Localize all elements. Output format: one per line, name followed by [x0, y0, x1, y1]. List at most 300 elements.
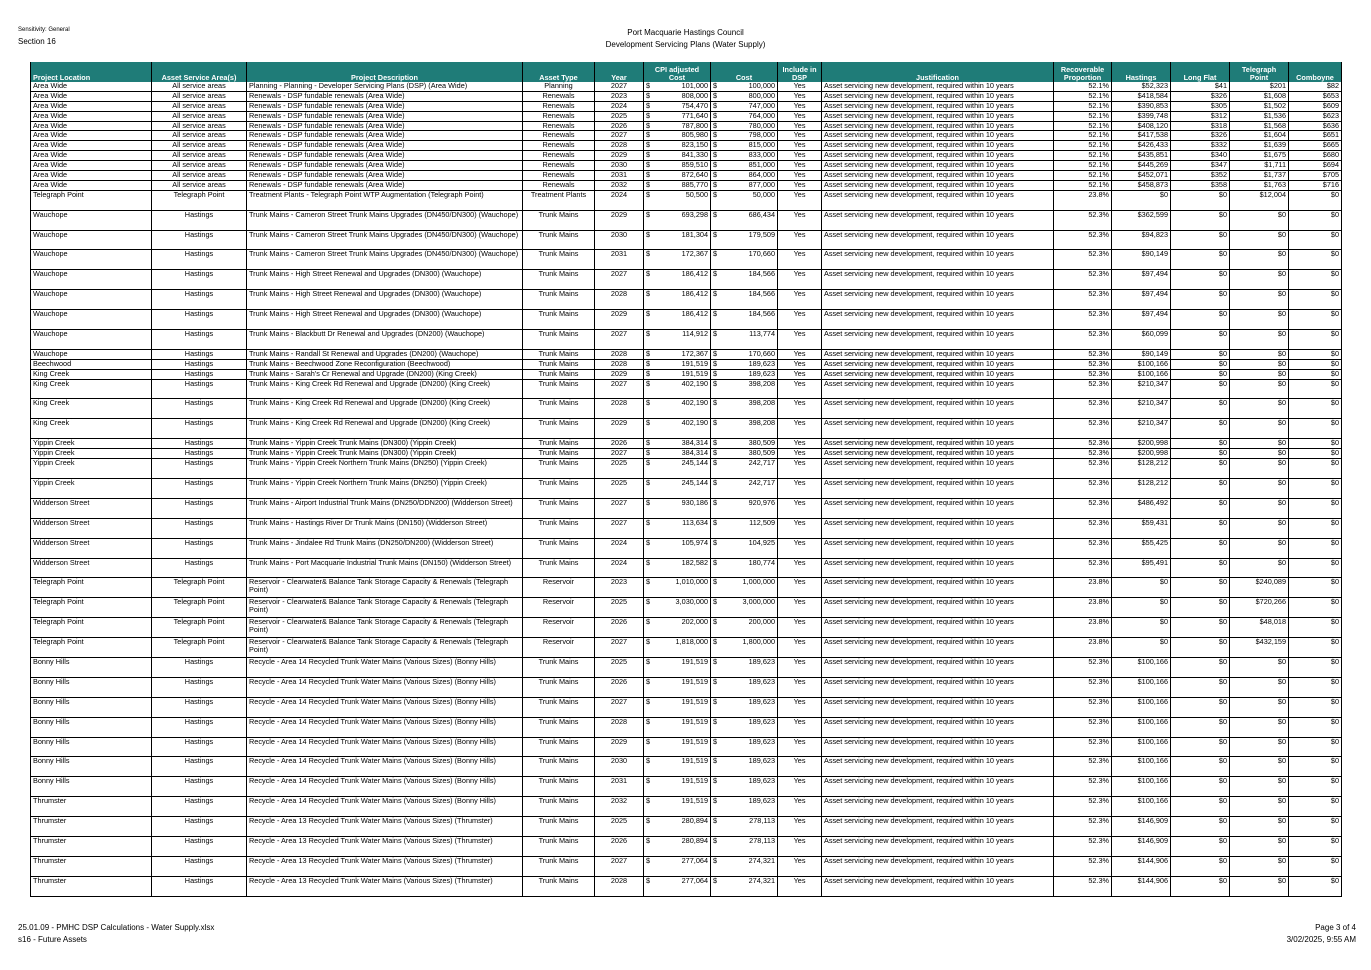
- include-dsp-cell: Yes: [778, 757, 822, 777]
- year-cell: 2031: [595, 250, 644, 270]
- telegraph-point-cell: $0: [1230, 836, 1289, 856]
- project-location-cell: King Creek: [31, 399, 152, 419]
- cost-cell: 113,774: [725, 330, 778, 350]
- service-area-cell: Hastings: [152, 677, 247, 697]
- include-dsp-cell: Yes: [778, 349, 822, 359]
- cpi-currency-cell: $: [644, 230, 658, 250]
- service-area-cell: Hastings: [152, 777, 247, 797]
- cost-cell: 189,623: [725, 369, 778, 379]
- cost-cell: 189,623: [725, 717, 778, 737]
- project-location-cell: Beechwood: [31, 359, 152, 369]
- comboyne-cell: $82: [1289, 82, 1342, 91]
- comboyne-cell: $0: [1289, 638, 1342, 658]
- cpi-currency-cell: $: [644, 518, 658, 538]
- service-area-cell: Hastings: [152, 210, 247, 230]
- recoverable-cell: 52.3%: [1054, 290, 1112, 310]
- recoverable-cell: 52.3%: [1054, 558, 1112, 578]
- project-location-cell: Wauchope: [31, 290, 152, 310]
- description-cell: Recycle - Area 13 Recycled Trunk Water Mains (Various Sizes) (Thrumster): [247, 836, 523, 856]
- justification-cell: Asset servicing new development, required within 10 years: [822, 310, 1054, 330]
- asset-type-cell: Renewals: [523, 131, 595, 141]
- justification-cell: Asset servicing new development, required within 10 years: [822, 449, 1054, 459]
- description-cell: Trunk Mains - High Street Renewal and Upgrades (DN300) (Wauchope): [247, 270, 523, 290]
- hastings-cell: $486,492: [1112, 498, 1171, 518]
- project-location-cell: Telegraph Point: [31, 618, 152, 638]
- asset-type-cell: Trunk Mains: [523, 856, 595, 876]
- cpi-cost-cell: 384,314: [658, 449, 711, 459]
- project-location-cell: Wauchope: [31, 230, 152, 250]
- cost-cell: 398,208: [725, 379, 778, 399]
- description-cell: Renewals - DSP fundable renewals (Area Wide): [247, 180, 523, 190]
- year-cell: 2025: [595, 459, 644, 479]
- year-cell: 2029: [595, 369, 644, 379]
- project-location-cell: Yippin Creek: [31, 449, 152, 459]
- cost-cell: 864,000: [725, 171, 778, 181]
- justification-cell: Asset servicing new development, required within 10 years: [822, 250, 1054, 270]
- telegraph-point-cell: $0: [1230, 717, 1289, 737]
- project-location-cell: Yippin Creek: [31, 459, 152, 479]
- description-cell: Treatment Plants - Telegraph Point WTP Augmentation (Telegraph Point): [247, 190, 523, 210]
- table-row: [31, 856, 1342, 876]
- col-cpi-line1: CPI adjusted: [654, 65, 700, 74]
- recoverable-cell: 52.3%: [1054, 876, 1112, 896]
- justification-cell: Asset servicing new development, required within 10 years: [822, 578, 1054, 598]
- cost-cell: 1,000,000: [725, 578, 778, 598]
- cost-cell: 800,000: [725, 91, 778, 101]
- asset-type-cell: Renewals: [523, 161, 595, 171]
- asset-type-cell: Trunk Mains: [523, 757, 595, 777]
- table-row: [31, 478, 1342, 498]
- telegraph-point-cell: $0: [1230, 697, 1289, 717]
- cpi-currency-cell: $: [644, 141, 658, 151]
- cost-currency-cell: $: [711, 657, 725, 677]
- description-cell: Renewals - DSP fundable renewals (Area Wide): [247, 161, 523, 171]
- long-flat-cell: $352: [1171, 171, 1230, 181]
- cost-currency-cell: $: [711, 856, 725, 876]
- cost-currency-cell: $: [711, 876, 725, 896]
- long-flat-cell: $0: [1171, 210, 1230, 230]
- table-row: [31, 777, 1342, 797]
- service-area-cell: All service areas: [152, 171, 247, 181]
- col-long-flat: Long Flat: [1171, 62, 1230, 82]
- asset-type-cell: Trunk Mains: [523, 498, 595, 518]
- hastings-cell: $100,166: [1112, 797, 1171, 817]
- long-flat-cell: $312: [1171, 111, 1230, 121]
- service-area-cell: All service areas: [152, 111, 247, 121]
- asset-type-cell: Renewals: [523, 141, 595, 151]
- recoverable-cell: 52.3%: [1054, 419, 1112, 439]
- telegraph-point-cell: $12,004: [1230, 190, 1289, 210]
- hastings-cell: $210,347: [1112, 379, 1171, 399]
- cost-currency-cell: $: [711, 230, 725, 250]
- service-area-cell: All service areas: [152, 121, 247, 131]
- description-cell: Renewals - DSP fundable renewals (Area Wide): [247, 171, 523, 181]
- asset-type-cell: Planning: [523, 82, 595, 91]
- cost-currency-cell: $: [711, 121, 725, 131]
- cpi-cost-cell: 693,298: [658, 210, 711, 230]
- cost-currency-cell: $: [711, 777, 725, 797]
- include-dsp-cell: Yes: [778, 449, 822, 459]
- project-location-cell: Yippin Creek: [31, 439, 152, 449]
- project-location-cell: Bonny Hills: [31, 737, 152, 757]
- asset-type-cell: Trunk Mains: [523, 797, 595, 817]
- year-cell: 2026: [595, 439, 644, 449]
- cpi-cost-cell: 191,519: [658, 369, 711, 379]
- justification-cell: Asset servicing new development, required within 10 years: [822, 171, 1054, 181]
- recoverable-cell: 52.3%: [1054, 379, 1112, 399]
- telegraph-point-cell: $1,675: [1230, 151, 1289, 161]
- service-area-cell: Telegraph Point: [152, 190, 247, 210]
- cpi-currency-cell: $: [644, 91, 658, 101]
- recoverable-cell: 52.3%: [1054, 836, 1112, 856]
- comboyne-cell: $0: [1289, 359, 1342, 369]
- service-area-cell: All service areas: [152, 82, 247, 91]
- asset-type-cell: Trunk Mains: [523, 836, 595, 856]
- justification-cell: Asset servicing new development, required within 10 years: [822, 101, 1054, 111]
- description-cell: Trunk Mains - Jindalee Rd Trunk Mains (DN250/DN200) (Widderson Street): [247, 538, 523, 558]
- cost-cell: 184,566: [725, 270, 778, 290]
- cpi-currency-cell: $: [644, 439, 658, 449]
- telegraph-point-cell: $0: [1230, 449, 1289, 459]
- long-flat-cell: $318: [1171, 121, 1230, 131]
- include-dsp-cell: Yes: [778, 161, 822, 171]
- asset-type-cell: Trunk Mains: [523, 677, 595, 697]
- comboyne-cell: $694: [1289, 161, 1342, 171]
- service-area-cell: Hastings: [152, 250, 247, 270]
- cpi-cost-cell: 105,974: [658, 538, 711, 558]
- col-telegraph-point: [1230, 62, 1289, 82]
- description-cell: Trunk Mains - King Creek Rd Renewal and Upgrade (DN200) (King Creek): [247, 399, 523, 419]
- long-flat-cell: $347: [1171, 161, 1230, 171]
- cpi-currency-cell: $: [644, 717, 658, 737]
- asset-type-cell: Reservoir: [523, 578, 595, 598]
- include-dsp-cell: Yes: [778, 101, 822, 111]
- cpi-currency-cell: $: [644, 777, 658, 797]
- comboyne-cell: $0: [1289, 538, 1342, 558]
- table-row: [31, 419, 1342, 439]
- telegraph-point-cell: $0: [1230, 558, 1289, 578]
- cpi-cost-cell: 841,330: [658, 151, 711, 161]
- cost-cell: 380,509: [725, 449, 778, 459]
- cpi-currency-cell: $: [644, 697, 658, 717]
- cpi-cost-cell: 402,190: [658, 379, 711, 399]
- cost-currency-cell: $: [711, 478, 725, 498]
- hastings-cell: $100,166: [1112, 359, 1171, 369]
- cpi-cost-cell: 1,010,000: [658, 578, 711, 598]
- hastings-cell: $210,347: [1112, 419, 1171, 439]
- footer-page-number: Page 3 of 4: [1315, 923, 1356, 932]
- recoverable-cell: 52.3%: [1054, 459, 1112, 479]
- asset-type-cell: Trunk Mains: [523, 717, 595, 737]
- recoverable-cell: 52.3%: [1054, 498, 1112, 518]
- cost-currency-cell: $: [711, 210, 725, 230]
- description-cell: Recycle - Area 13 Recycled Trunk Water Mains (Various Sizes) (Thrumster): [247, 876, 523, 896]
- include-dsp-cell: Yes: [778, 151, 822, 161]
- hastings-cell: $100,166: [1112, 777, 1171, 797]
- justification-cell: Asset servicing new development, required within 10 years: [822, 538, 1054, 558]
- table-row: [31, 131, 1342, 141]
- comboyne-cell: $705: [1289, 171, 1342, 181]
- include-dsp-cell: Yes: [778, 817, 822, 837]
- asset-type-cell: Trunk Mains: [523, 876, 595, 896]
- year-cell: 2025: [595, 657, 644, 677]
- telegraph-point-cell: $0: [1230, 349, 1289, 359]
- comboyne-cell: $0: [1289, 757, 1342, 777]
- service-area-cell: All service areas: [152, 91, 247, 101]
- cost-cell: 200,000: [725, 618, 778, 638]
- table-row: [31, 180, 1342, 190]
- year-cell: 2028: [595, 399, 644, 419]
- telegraph-point-cell: $0: [1230, 677, 1289, 697]
- cpi-cost-cell: 771,640: [658, 111, 711, 121]
- organization-name: Port Macquarie Hastings Council: [627, 28, 744, 37]
- hastings-cell: $97,494: [1112, 310, 1171, 330]
- comboyne-cell: $0: [1289, 836, 1342, 856]
- service-area-cell: Hastings: [152, 657, 247, 677]
- justification-cell: Asset servicing new development, required within 10 years: [822, 737, 1054, 757]
- telegraph-point-cell: $1,608: [1230, 91, 1289, 101]
- cost-currency-cell: $: [711, 578, 725, 598]
- cost-cell: 3,000,000: [725, 598, 778, 618]
- table-row: [31, 518, 1342, 538]
- col-recoverable-proportion: [1054, 62, 1112, 82]
- recoverable-cell: 23.8%: [1054, 190, 1112, 210]
- cpi-currency-cell: $: [644, 82, 658, 91]
- include-dsp-cell: Yes: [778, 618, 822, 638]
- include-dsp-cell: Yes: [778, 419, 822, 439]
- cpi-currency-cell: $: [644, 310, 658, 330]
- asset-type-cell: Trunk Mains: [523, 349, 595, 359]
- asset-type-cell: Trunk Mains: [523, 478, 595, 498]
- table-header-row: [31, 62, 1342, 82]
- cost-cell: 798,000: [725, 131, 778, 141]
- telegraph-point-cell: $0: [1230, 478, 1289, 498]
- recoverable-cell: 23.8%: [1054, 598, 1112, 618]
- year-cell: 2028: [595, 141, 644, 151]
- long-flat-cell: $0: [1171, 518, 1230, 538]
- year-cell: 2027: [595, 131, 644, 141]
- section-label: Section 16: [18, 37, 56, 46]
- comboyne-cell: $0: [1289, 379, 1342, 399]
- project-location-cell: Wauchope: [31, 349, 152, 359]
- description-cell: Recycle - Area 14 Recycled Trunk Water Mains (Various Sizes) (Bonny Hills): [247, 697, 523, 717]
- recoverable-cell: 52.1%: [1054, 111, 1112, 121]
- cost-cell: 815,000: [725, 141, 778, 151]
- service-area-cell: Telegraph Point: [152, 598, 247, 618]
- include-dsp-cell: Yes: [778, 836, 822, 856]
- description-cell: Renewals - DSP fundable renewals (Area Wide): [247, 131, 523, 141]
- cpi-cost-cell: 186,412: [658, 270, 711, 290]
- long-flat-cell: $0: [1171, 817, 1230, 837]
- telegraph-point-cell: $1,763: [1230, 180, 1289, 190]
- comboyne-cell: $0: [1289, 270, 1342, 290]
- comboyne-cell: $716: [1289, 180, 1342, 190]
- telegraph-point-cell: $0: [1230, 538, 1289, 558]
- description-cell: Reservoir - Clearwater& Balance Tank Storage Capacity & Renewals (Telegraph Point): [247, 578, 523, 598]
- comboyne-cell: $0: [1289, 210, 1342, 230]
- cpi-currency-cell: $: [644, 449, 658, 459]
- project-location-cell: Telegraph Point: [31, 190, 152, 210]
- table-row: [31, 558, 1342, 578]
- service-area-cell: Hastings: [152, 856, 247, 876]
- hastings-cell: $144,906: [1112, 856, 1171, 876]
- include-dsp-cell: Yes: [778, 82, 822, 91]
- cost-currency-cell: $: [711, 419, 725, 439]
- table-row: [31, 121, 1342, 131]
- long-flat-cell: $0: [1171, 836, 1230, 856]
- long-flat-cell: $0: [1171, 359, 1230, 369]
- cpi-cost-cell: 384,314: [658, 439, 711, 449]
- long-flat-cell: $0: [1171, 558, 1230, 578]
- table-row: [31, 618, 1342, 638]
- cost-currency-cell: $: [711, 817, 725, 837]
- cost-currency-cell: $: [711, 498, 725, 518]
- hastings-cell: $97,494: [1112, 270, 1171, 290]
- telegraph-point-cell: $432,159: [1230, 638, 1289, 658]
- cpi-currency-cell: $: [644, 498, 658, 518]
- project-location-cell: King Creek: [31, 419, 152, 439]
- service-area-cell: All service areas: [152, 131, 247, 141]
- recoverable-cell: 52.1%: [1054, 141, 1112, 151]
- table-row: [31, 290, 1342, 310]
- description-cell: Recycle - Area 14 Recycled Trunk Water Mains (Various Sizes) (Bonny Hills): [247, 677, 523, 697]
- project-location-cell: Yippin Creek: [31, 478, 152, 498]
- service-area-cell: Telegraph Point: [152, 638, 247, 658]
- cost-cell: 780,000: [725, 121, 778, 131]
- recoverable-cell: 52.3%: [1054, 677, 1112, 697]
- col-dsp-line2: DSP: [792, 73, 808, 82]
- cpi-cost-cell: 113,634: [658, 518, 711, 538]
- recoverable-cell: 52.3%: [1054, 817, 1112, 837]
- project-location-cell: Area Wide: [31, 141, 152, 151]
- year-cell: 2023: [595, 578, 644, 598]
- include-dsp-cell: Yes: [778, 876, 822, 896]
- cpi-currency-cell: $: [644, 250, 658, 270]
- cpi-cost-cell: 181,304: [658, 230, 711, 250]
- year-cell: 2026: [595, 618, 644, 638]
- include-dsp-cell: Yes: [778, 141, 822, 151]
- hastings-cell: $55,425: [1112, 538, 1171, 558]
- hastings-cell: $94,823: [1112, 230, 1171, 250]
- service-area-cell: Hastings: [152, 737, 247, 757]
- hastings-cell: $95,491: [1112, 558, 1171, 578]
- cost-currency-cell: $: [711, 439, 725, 449]
- asset-type-cell: Renewals: [523, 111, 595, 121]
- hastings-cell: $100,166: [1112, 657, 1171, 677]
- long-flat-cell: $0: [1171, 478, 1230, 498]
- service-area-cell: Hastings: [152, 876, 247, 896]
- justification-cell: Asset servicing new development, required within 10 years: [822, 230, 1054, 250]
- year-cell: 2027: [595, 856, 644, 876]
- cost-cell: 278,113: [725, 836, 778, 856]
- include-dsp-cell: Yes: [778, 230, 822, 250]
- asset-type-cell: Reservoir: [523, 638, 595, 658]
- cpi-cost-cell: 191,519: [658, 737, 711, 757]
- comboyne-cell: $0: [1289, 498, 1342, 518]
- description-cell: Trunk Mains - Cameron Street Trunk Mains Upgrades (DN450/DN300) (Wauchope): [247, 250, 523, 270]
- table-row: [31, 250, 1342, 270]
- sensitivity-label: Sensitivity: General: [18, 27, 70, 33]
- include-dsp-cell: Yes: [778, 478, 822, 498]
- table-row: [31, 111, 1342, 121]
- comboyne-cell: $636: [1289, 121, 1342, 131]
- long-flat-cell: $0: [1171, 369, 1230, 379]
- include-dsp-cell: Yes: [778, 121, 822, 131]
- justification-cell: Asset servicing new development, required within 10 years: [822, 121, 1054, 131]
- year-cell: 2025: [595, 598, 644, 618]
- cost-currency-cell: $: [711, 459, 725, 479]
- hastings-cell: $128,212: [1112, 478, 1171, 498]
- service-area-cell: Hastings: [152, 310, 247, 330]
- telegraph-point-cell: $0: [1230, 359, 1289, 369]
- year-cell: 2026: [595, 677, 644, 697]
- description-cell: Trunk Mains - Yippin Creek Northern Trunk Mains (DN250) (Yippin Creek): [247, 478, 523, 498]
- cpi-cost-cell: 277,064: [658, 876, 711, 896]
- justification-cell: Asset servicing new development, required within 10 years: [822, 717, 1054, 737]
- service-area-cell: Hastings: [152, 439, 247, 449]
- include-dsp-cell: Yes: [778, 439, 822, 449]
- telegraph-point-cell: $0: [1230, 250, 1289, 270]
- recoverable-cell: 52.3%: [1054, 797, 1112, 817]
- recoverable-cell: 52.3%: [1054, 518, 1112, 538]
- justification-cell: Asset servicing new development, required within 10 years: [822, 82, 1054, 91]
- year-cell: 2026: [595, 836, 644, 856]
- recoverable-cell: 52.1%: [1054, 121, 1112, 131]
- include-dsp-cell: Yes: [778, 598, 822, 618]
- cost-currency-cell: $: [711, 757, 725, 777]
- asset-type-cell: Trunk Mains: [523, 419, 595, 439]
- table-row: [31, 141, 1342, 151]
- service-area-cell: Hastings: [152, 330, 247, 350]
- include-dsp-cell: Yes: [778, 290, 822, 310]
- include-dsp-cell: Yes: [778, 558, 822, 578]
- cost-cell: 764,000: [725, 111, 778, 121]
- table-row: [31, 598, 1342, 618]
- telegraph-point-cell: $0: [1230, 737, 1289, 757]
- justification-cell: Asset servicing new development, required within 10 years: [822, 876, 1054, 896]
- project-location-cell: Telegraph Point: [31, 598, 152, 618]
- cpi-cost-cell: 280,894: [658, 836, 711, 856]
- include-dsp-cell: Yes: [778, 697, 822, 717]
- recoverable-cell: 52.1%: [1054, 91, 1112, 101]
- table-row: [31, 270, 1342, 290]
- comboyne-cell: $0: [1289, 518, 1342, 538]
- table-row: [31, 399, 1342, 419]
- justification-cell: Asset servicing new development, required within 10 years: [822, 459, 1054, 479]
- telegraph-point-cell: $0: [1230, 817, 1289, 837]
- cpi-currency-cell: $: [644, 538, 658, 558]
- include-dsp-cell: Yes: [778, 797, 822, 817]
- cpi-currency-cell: $: [644, 737, 658, 757]
- description-cell: Recycle - Area 13 Recycled Trunk Water Mains (Various Sizes) (Thrumster): [247, 817, 523, 837]
- cost-cell: 189,623: [725, 359, 778, 369]
- cpi-currency-cell: $: [644, 190, 658, 210]
- project-location-cell: Widderson Street: [31, 538, 152, 558]
- description-cell: Trunk Mains - Cameron Street Trunk Mains Upgrades (DN450/DN300) (Wauchope): [247, 230, 523, 250]
- year-cell: 2028: [595, 717, 644, 737]
- description-cell: Trunk Mains - Randall St Renewal and Upgrades (DN200) (Wauchope): [247, 349, 523, 359]
- cost-currency-cell: $: [711, 449, 725, 459]
- asset-type-cell: Trunk Mains: [523, 538, 595, 558]
- project-location-cell: Area Wide: [31, 161, 152, 171]
- project-location-cell: Telegraph Point: [31, 578, 152, 598]
- asset-type-cell: Trunk Mains: [523, 777, 595, 797]
- comboyne-cell: $0: [1289, 399, 1342, 419]
- project-location-cell: Area Wide: [31, 82, 152, 91]
- asset-type-cell: Trunk Mains: [523, 210, 595, 230]
- cpi-cost-cell: 50,500: [658, 190, 711, 210]
- year-cell: 2030: [595, 757, 644, 777]
